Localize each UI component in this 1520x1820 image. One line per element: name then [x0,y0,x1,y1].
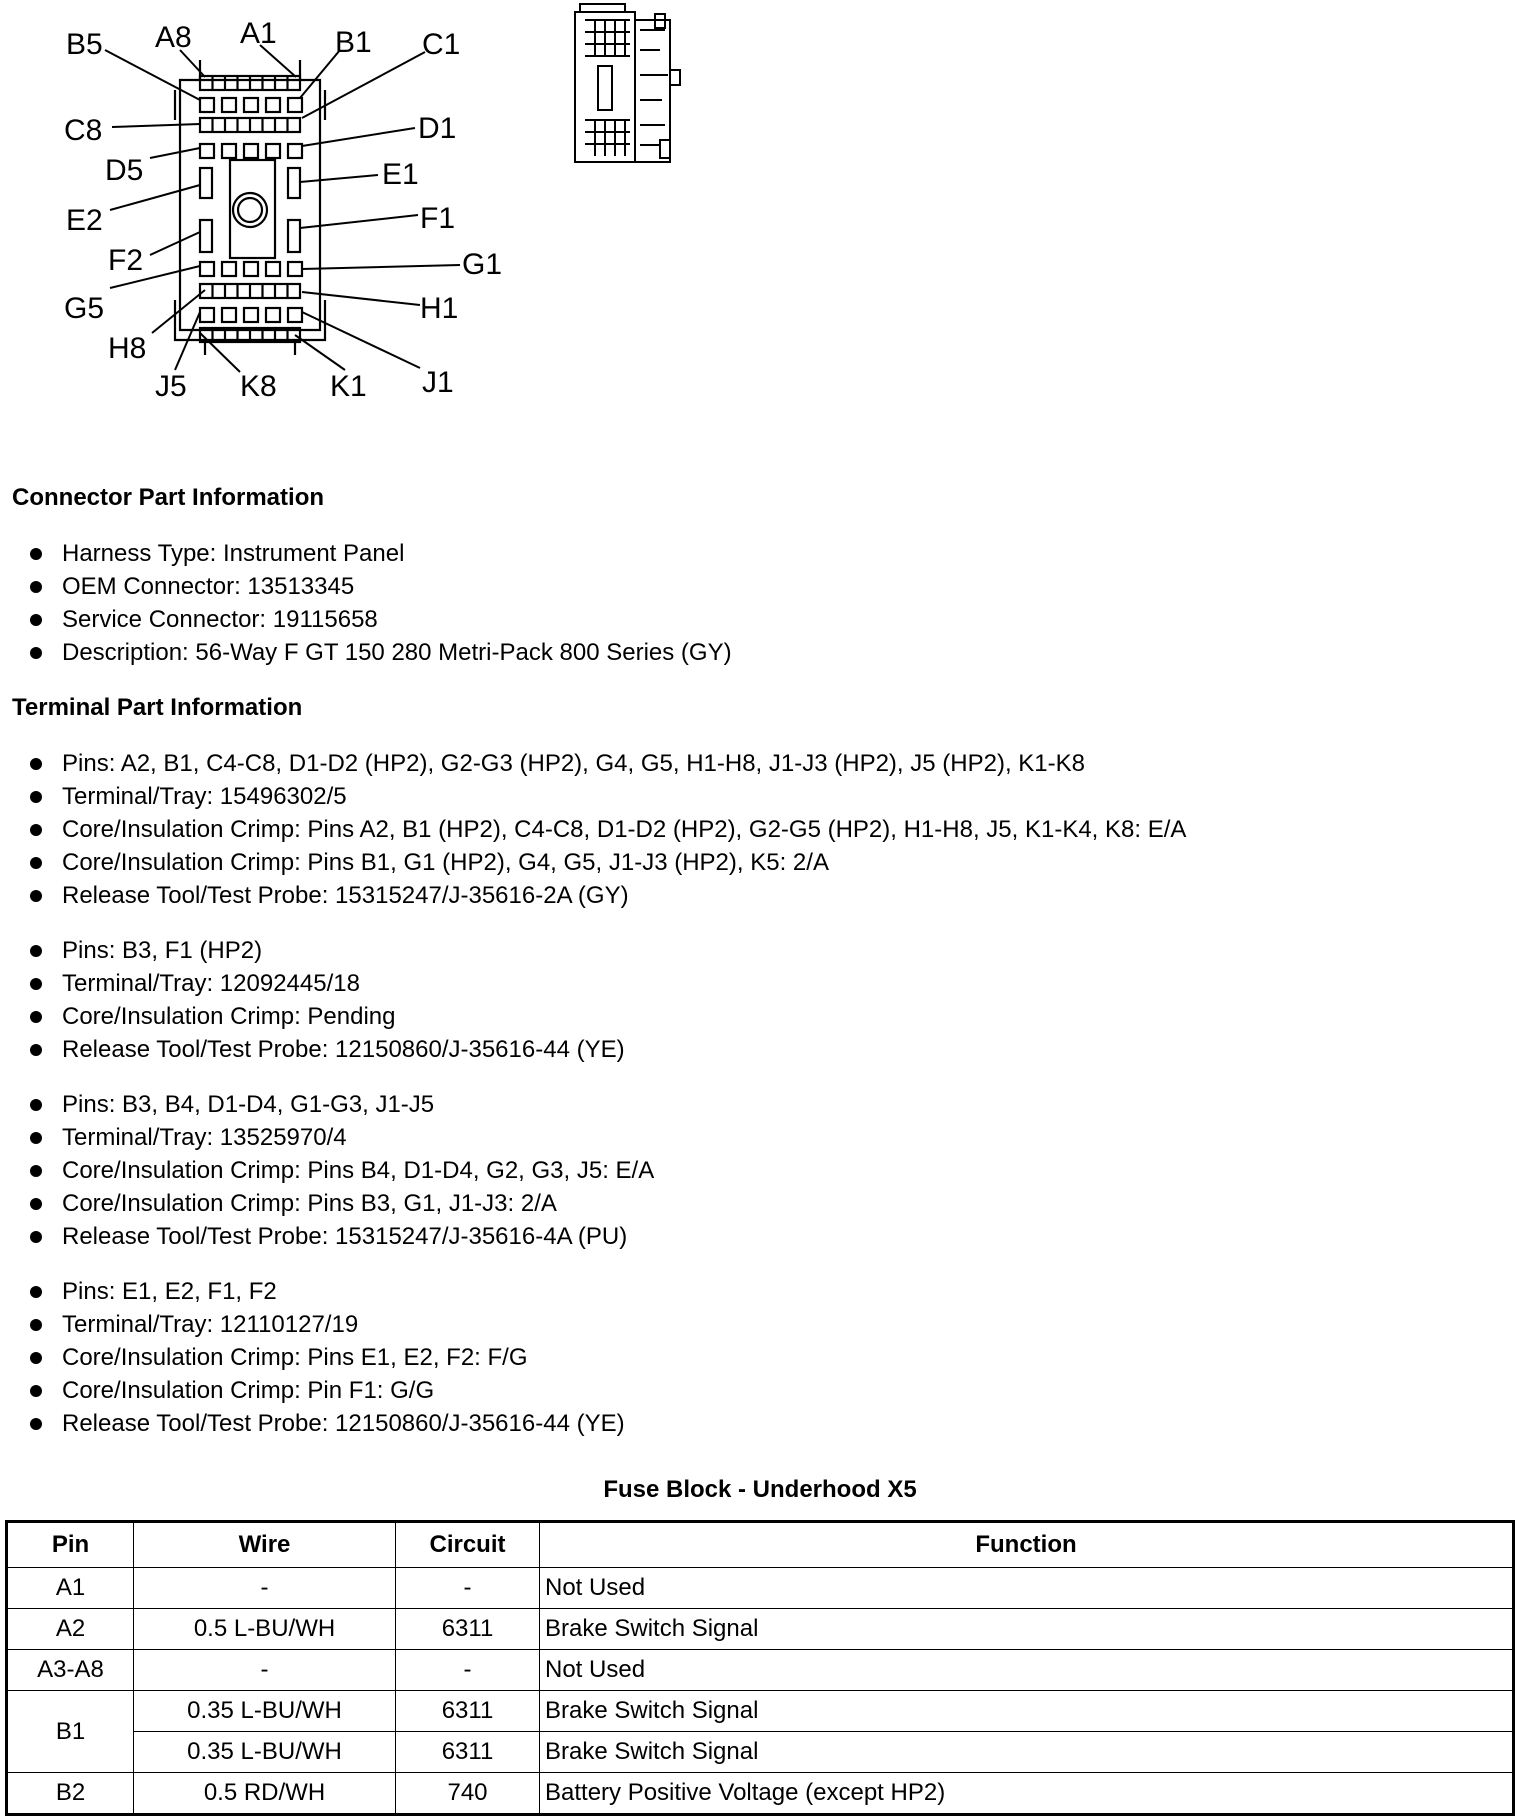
cell-wire: - [134,1568,396,1609]
list-item: Release Tool/Test Probe: 15315247/J-35616-2A (GY) [30,879,1186,912]
table-row [7,1691,1514,1732]
cell-pin: A3-A8 [7,1650,134,1691]
label-k1: K1 [330,370,367,403]
table-row [7,1609,1514,1650]
cell-wire: - [134,1650,396,1691]
connector-diagram [0,0,1520,420]
list-item: Pins: A2, B1, C4-C8, D1-D2 (HP2), G2-G3 (HP2), G4, G5, H1-H8, J1-J3 (HP2), J5 (HP2), K1-K8 [30,747,1186,780]
label-e1: E1 [382,158,419,191]
cell-pin: B2 [7,1773,134,1815]
cell-function: Battery Positive Voltage (except HP2) [540,1773,1514,1815]
label-k8: K8 [240,370,277,403]
cell-function: Not Used [540,1568,1514,1609]
list-item: Terminal/Tray: 12110127/19 [30,1308,625,1341]
cell-pin: A1 [7,1568,134,1609]
cell-function: Brake Switch Signal [540,1609,1514,1650]
label-h1: H1 [420,292,459,325]
cell-wire: 0.5 L-BU/WH [134,1609,396,1650]
cell-wire: 0.5 RD/WH [134,1773,396,1815]
list-item: Release Tool/Test Probe: 15315247/J-35616-4A (PU) [30,1220,654,1253]
cell-pin: A2 [7,1609,134,1650]
terminal-group-3 [30,1088,654,1253]
label-g5: G5 [64,292,105,325]
list-item: Release Tool/Test Probe: 12150860/J-35616-44 (YE) [30,1033,625,1066]
label-c8: C8 [64,114,103,147]
cell-function: Brake Switch Signal [540,1691,1514,1732]
list-item: Description: 56-Way F GT 150 280 Metri-Pack 800 Series (GY) [30,636,732,669]
list-item: Core/Insulation Crimp: Pins A2, B1 (HP2), C4-C8, D1-D2 (HP2), G2-G5 (HP2), H1-H8, J5, K1-K4, K8: E/A [30,813,1186,846]
label-a1: A1 [240,17,277,50]
list-item: OEM Connector: 13513345 [30,570,732,603]
list-item: Core/Insulation Crimp: Pins B3, G1, J1-J3: 2/A [30,1187,654,1220]
pin-table-title: Fuse Block - Underhood X5 [603,1476,917,1503]
list-item: Core/Insulation Crimp: Pending [30,1000,625,1033]
list-item: Release Tool/Test Probe: 12150860/J-35616-44 (YE) [30,1407,625,1440]
table-row [7,1773,1514,1815]
cell-circuit: - [396,1568,540,1609]
list-item: Pins: E1, E2, F1, F2 [30,1275,625,1308]
cell-circuit: 6311 [396,1609,540,1650]
label-f2: F2 [108,244,144,277]
header-circuit: Circuit [396,1522,540,1568]
list-item: Core/Insulation Crimp: Pins B4, D1-D4, G2, G3, J5: E/A [30,1154,654,1187]
connector-face-drawing [175,60,325,355]
table-row [7,1732,1514,1773]
terminal-group-2 [30,934,625,1066]
list-item: Terminal/Tray: 12092445/18 [30,967,625,1000]
terminal-info-heading: Terminal Part Information [12,694,303,721]
table-row [7,1568,1514,1609]
list-item: Terminal/Tray: 13525970/4 [30,1121,654,1154]
leader-lines [105,45,460,372]
cell-function: Brake Switch Signal [540,1732,1514,1773]
label-d5: D5 [105,154,144,187]
connector-side-view [575,4,680,162]
list-item: Service Connector: 19115658 [30,603,732,636]
cell-circuit: - [396,1650,540,1691]
connector-info-heading: Connector Part Information [12,484,325,511]
cell-function: Not Used [540,1650,1514,1691]
header-pin: Pin [7,1522,134,1568]
label-b1: B1 [335,26,372,59]
cell-circuit: 6311 [396,1732,540,1773]
cell-wire: 0.35 L-BU/WH [134,1732,396,1773]
list-item: Pins: B3, B4, D1-D4, G1-G3, J1-J5 [30,1088,654,1121]
label-j5: J5 [155,370,187,403]
label-a8: A8 [155,21,192,54]
header-wire: Wire [134,1522,396,1568]
table-row [7,1650,1514,1691]
header-function: Function [540,1522,1514,1568]
list-item: Core/Insulation Crimp: Pin F1: G/G [30,1374,625,1407]
label-c1: C1 [422,28,461,61]
list-item: Pins: B3, F1 (HP2) [30,934,625,967]
list-item: Terminal/Tray: 15496302/5 [30,780,1186,813]
cell-circuit: 6311 [396,1691,540,1732]
label-g1: G1 [462,248,503,281]
cell-pin: B1 [7,1691,134,1773]
label-f1: F1 [420,202,456,235]
label-j1: J1 [422,366,454,399]
cell-wire: 0.35 L-BU/WH [134,1691,396,1732]
cell-circuit: 740 [396,1773,540,1815]
label-d1: D1 [418,112,457,145]
terminal-group-4 [30,1275,625,1440]
label-b5: B5 [66,28,103,61]
label-h8: H8 [108,332,147,365]
pin-table [5,1520,1515,1816]
list-item: Core/Insulation Crimp: Pins E1, E2, F2: F/G [30,1341,625,1374]
list-item: Core/Insulation Crimp: Pins B1, G1 (HP2), G4, G5, J1-J3 (HP2), K5: 2/A [30,846,1186,879]
list-item: Harness Type: Instrument Panel [30,537,732,570]
terminal-group-1 [30,747,1186,912]
connector-info-list [30,537,732,669]
label-e2: E2 [66,204,103,237]
table-header-row [7,1522,1514,1568]
